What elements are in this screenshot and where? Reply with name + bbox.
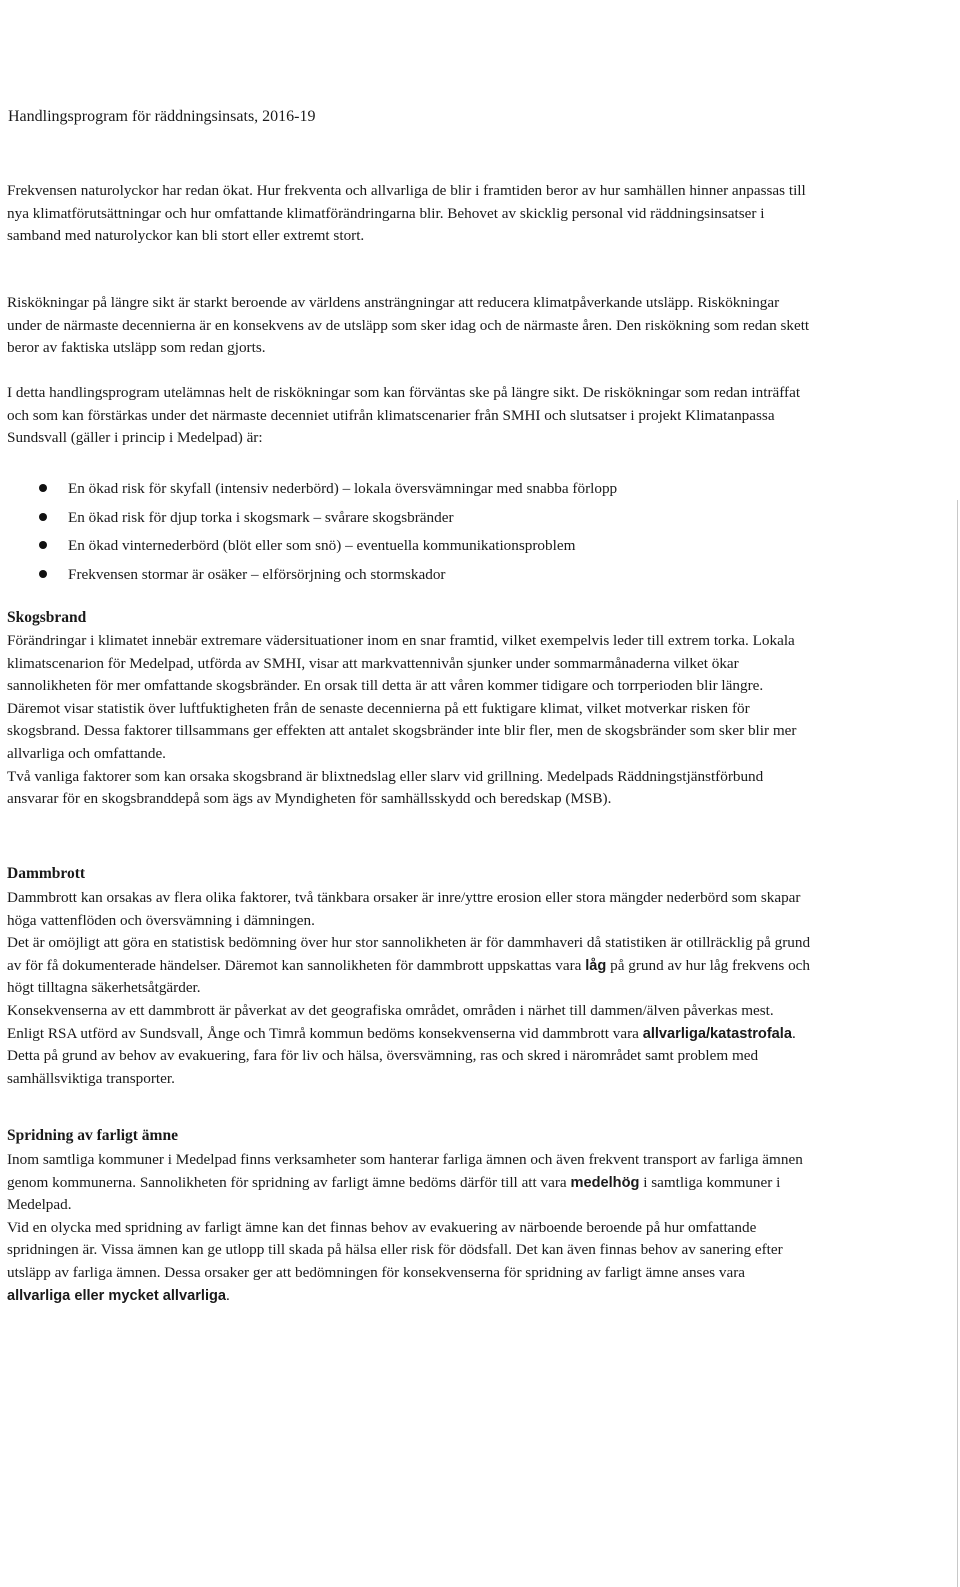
intro-paragraph-3-text: I detta handlingsprogram utelämnas helt de riskökningar som kan förväntas ske på längre sikt. De riskökningar som redan inträffat och som kan förstärkas under det närmaste decenniet utifrån klimatscenarier från SMHI och slutsatser i projekt Klimatanpassa Sundsvall (gäller i princip i Medelpad) är: [7, 384, 801, 447]
dammbrott-paragraph-3 [7, 1000, 812, 1090]
spridning-paragraph-1 [7, 1149, 812, 1217]
spridning-paragraph-2-start: Vid en olycka med spridning av farligt ämne kan det finnas behov av evakuering av närboende beroende på hur omfattande spridningen är. Vissa ämnen kan ge utlopp till skada på hälsa eller risk för dödsfall. Det kan även finnas behov av sanering efter utsläpp av farliga ämnen. Dessa orsaker ger att bedömningen för konsekvenserna för spridning av farligt ämne anses vara [7, 1218, 783, 1281]
bullet-icon [39, 570, 47, 578]
consequence-rating-severe: allvarliga/katastrofala [642, 1025, 792, 1042]
dammbrott-paragraph-1: Dammbrott kan orsakas av flera olika faktorer, två tänkbara orsaker är inre/yttre erosion eller stora mängder nederbörd som skapar höga vattenflöden och översvämning i dämningen. [7, 889, 801, 929]
dammbrott-paragraph-3-end: . Detta på grund av behov av evakuering, fara för liv och hälsa, översvämning, ras och skred i närområdet samt problem med samhällsviktiga transporter. [7, 1024, 796, 1087]
page-edge-divider [957, 500, 958, 1587]
climate-risk-list [40, 478, 800, 592]
section-heading-dammbrott: Dammbrott [7, 865, 86, 882]
skogsbrand-paragraph-2: Två vanliga faktorer som kan orsaka skogsbrand är blixtnedslag eller slarv vid grillning. Medelpads Räddningstjänstförbund ansvarar för en skogsbranddepå som ägs av Myndigheten för samhällsskydd och beredskap (MSB). [7, 767, 764, 808]
list-item [40, 478, 800, 507]
probability-rating-low: låg [585, 957, 607, 974]
list-item-text: En ökad risk för djup torka i skogsmark – svårare skogsbränder [68, 508, 454, 526]
dammbrott-paragraph-3-start: Konsekvenserna av ett dammbrott är påverkat av det geografiska området, områden i närhet till dammen/älven påverkas mest. Enligt RSA utförd av Sundsvall, Ånge och Timrå kommun bedöms konsekvenserna vid dammbrott vara [7, 1001, 774, 1042]
page-header-title: Handlingsprogram för räddningsinsats, 2016-19 [8, 108, 316, 125]
spridning-body [7, 1149, 812, 1307]
spridning-paragraph-2 [7, 1217, 812, 1307]
spridning-paragraph-1-start: Inom samtliga kommuner i Medelpad finns verksamheter som hanterar farliga ämnen och även frekvent transport av farliga ämnen genom kommunerna. Sannolikheten för spridning av farligt ämne bedöms därför till att vara [7, 1151, 803, 1191]
skogsbrand-paragraph-1: Förändringar i klimatet innebär extremare vädersituationer inom en snar framtid, vilket exempelvis leder till extrem torka. Lokala klimatscenarion för Medelpad, utförda av SMHI, visar att markvattennivån sjunker under sommarmånaderna vilket ökar sannolikheten för mer omfattande skogsbränder. En orsak till detta är att våren kommer tidigare och torrperioden blir längre. Däremot visar statistik över luftfuktigheten från de senaste decennierna på ett fuktigare klimat, vilket motverkar risken för skogsbrand. Dessa faktorer tillsammans ger effekten att antalet skogsbränder inte blir fler, men de skogsbränder som sker blir mer allvarliga och omfattande. [7, 632, 797, 762]
list-item-text: Frekvensen stormar är osäker – elförsörjning och stormskador [68, 565, 446, 583]
spridning-paragraph-1-end: i samtliga kommuner i Medelpad. [7, 1173, 781, 1214]
intro-paragraph-2 [7, 292, 812, 360]
dammbrott-paragraph-2-start: Det är omöjligt att göra en statistisk bedömning över hur stor sannolikheten är för dammhaveri då statistiken är otillräcklig på grund av för få dokumenterade händelser. Däremot kan sannolikheten för dammbrott uppskattas vara [7, 934, 811, 974]
spridning-paragraph-2-end: . [226, 1286, 230, 1304]
section-heading-skogsbrand: Skogsbrand [7, 609, 87, 626]
bullet-icon [39, 541, 47, 549]
list-item [40, 535, 800, 564]
list-item-text: En ökad risk för skyfall (intensiv nederbörd) – lokala översvämningar med snabba förlopp [68, 480, 618, 497]
intro-paragraph-3 [7, 382, 812, 450]
dammbrott-body [7, 887, 812, 1090]
list-item [40, 507, 800, 536]
section-heading-spridning: Spridning av farligt ämne [7, 1127, 178, 1144]
intro-paragraph-1-text: Frekvensen naturolyckor har redan ökat. Hur frekventa och allvarliga de blir i framtiden beror av hur samhällen hinner anpassas till nya klimatförutsättningar och hur omfattande klimatförändringarna blir. Behovet av skicklig personal vid räddningsinsatser i samband med naturolyckor kan bli stort eller extremt stort. [7, 182, 806, 245]
probability-rating-medium-high: medelhög [570, 1174, 640, 1191]
intro-paragraph-1 [7, 180, 812, 248]
dammbrott-paragraph-2-end: på grund av hur låg frekvens och högt tilltagna säkerhetsåtgärder. [7, 956, 810, 997]
intro-paragraph-2-text: Riskökningar på längre sikt är starkt beroende av världens ansträngningar att reducera klimatpåverkande utsläpp. Riskökningar under de närmaste decennierna är en konsekvens av de utsläpp som sker idag och de närmaste åren. Den riskökning som redan skett beror av faktiska utsläpp som redan gjorts. [7, 294, 810, 357]
list-item [40, 564, 800, 593]
dammbrott-paragraph-2 [7, 932, 812, 1000]
bullet-icon [39, 513, 47, 521]
list-item-text: En ökad vinternederbörd (blöt eller som snö) – eventuella kommunikationsproblem [68, 537, 576, 554]
bullet-icon [39, 484, 47, 492]
skogsbrand-body [7, 630, 812, 811]
consequence-rating-serious: allvarliga eller mycket allvarliga [7, 1287, 227, 1304]
